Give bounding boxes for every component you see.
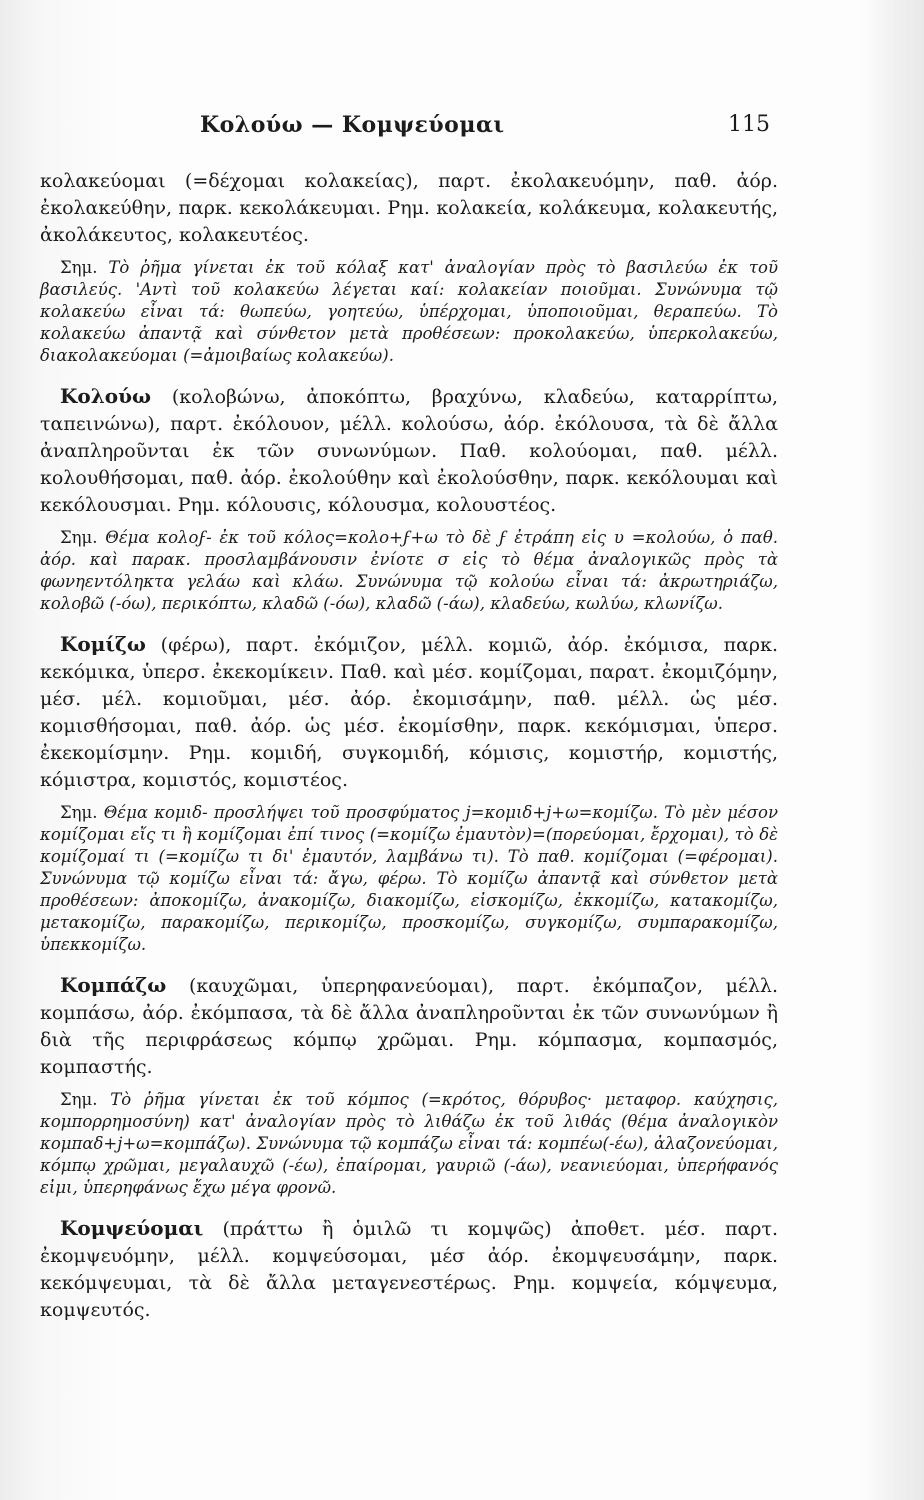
entry-body: (καυχῶμαι, ὑπερηφανεύομαι), παρτ. ἐκόμπαζον, μέλλ. κομπάσω, ἀόρ. ἐκόμπασα, τὰ δὲ ἄλλα ἀναπληροῦνται ἐκ τῶν συνωνύμων ἢ διὰ τῆς περιφράσεως κόμπῳ χρῶμαι. Ρημ. κόμπασμα, κομπασμός, κομπαστής. [40, 975, 778, 1078]
entry-body: (πράττω ἢ ὁμιλῶ τι κομψῶς) ἀποθετ. μέσ. παρτ. ἐκομψευόμην, μέλλ. κομψεύσομαι, μέσ ἀόρ. ἐκομψευσάμην, παρκ. κεκόμψευμαι, τὰ δὲ ἄλλα μεταγενεστέρως. Ρημ. κομψεία, κόμψευμα, κομψευτός. [40, 1218, 778, 1321]
entry-text [40, 383, 778, 519]
note-label: Σημ. [60, 803, 98, 822]
entry-body: κολακεύομαι (=δέχομαι κολακείας), παρτ. ἐκολακευόμην, παθ. ἀόρ. ἐκολακεύθην, παρκ. κεκολάκευμαι. Ρημ. κολακεία, κολάκευμα, κολακευτής, ἀκολάκευτος, κολακευτέος. [40, 170, 778, 246]
page-body [40, 168, 778, 1340]
page-header [200, 112, 770, 142]
running-title: Κολούω — Κομψεύομαι [200, 112, 505, 138]
note-text: Τὸ ῥῆμα γίνεται ἐκ τοῦ κόλαξ κατ' ἀναλογίαν πρὸς τὸ βασιλεύω ἐκ τοῦ βασιλεύς. 'Αντὶ τοῦ κολακεύω λέγεται καί: κολακείαν ποιοῦμαι. Συνώνυμα τῷ κολακεύω εἶναι τά: θωπεύω, γοητεύω, ὑπέρχομαι, ὑποποιοῦμαι, θεραπεύω. Τὸ κολακεύω ἀπαντᾷ καὶ σύνθετον μετὰ προθέσεων: προκολακεύω, ὑπερκολακεύω, διακολακεύομαι (=ἀμοιβαίως κολακεύω). [40, 258, 778, 365]
note-label: Σημ. [60, 528, 98, 547]
entry-note [40, 1089, 778, 1199]
entry-kompseuomai [40, 1215, 778, 1324]
entry-text [40, 631, 778, 794]
note-text: Τὸ ῥῆμα γίνεται ἐκ τοῦ κόμπος (=κρότος, θόρυβος· μεταφορ. καύχησις, κομπορρημοσύνη) κατ' ἀναλογίαν πρὸς τὸ λιθάζω ἐκ τοῦ λιθάς (θέμα ἀναλογικὸν κομπαδ+j+ω=κομπάζω). Συνώνυμα τῷ κομπάζω εἶναι τά: κομπέω(-έω), ἀλαζονεύομαι, κόμπῳ χρῶμαι, μεγαλαυχῶ (-έω), ἐπαίρομαι, γαυριῶ (-άω), νεανιεύομαι, ὑπερήφανός εἰμι, ὑπερηφάνως ἔχω μέγα φρονῶ. [40, 1090, 778, 1197]
entry-body: (φέρω), παρτ. ἐκόμιζον, μέλλ. κομιῶ, ἀόρ. ἐκόμισα, παρκ. κεκόμικα, ὑπερσ. ἐκεκομίκειν. Παθ. καὶ μέσ. κομίζομαι, παρατ. ἐκομιζόμην, μέσ. μέλ. κομιοῦμαι, μέσ. ἀόρ. ἐκομισάμην, παθ. μέλλ. ὡς μέσ. κομισθήσομαι, παθ. ἀόρ. ὡς μέσ. ἐκομίσθην, παρκ. κεκόμισμαι, ὑπερσ. ἐκεκομίσμην. Ρημ. κομιδή, συγκομιδή, κόμισις, κομιστήρ, κομιστής, κόμιστρα, κομιστός, κομιστέος. [40, 634, 778, 791]
headword: Κολούω [60, 384, 152, 408]
entry-kompazo [40, 972, 778, 1199]
entry-body: (κολοβώνω, ἀποκόπτω, βραχύνω, κλαδεύω, καταρρίπτω, ταπεινώνω), παρτ. ἐκόλουον, μέλλ. κολούσω, ἀόρ. ἐκόλουσα, τὰ δὲ ἄλλα ἀναπληροῦνται ἐκ τῶν συνωνύμων. Παθ. κολούομαι, παθ. μέλλ. κολουθήσομαι, παθ. ἀόρ. ἐκολούθην καὶ ἐκολούσθην, παρκ. κεκόλουμαι καὶ κεκόλουσμαι. Ρημ. κόλουσις, κόλουσμα, κολουστέος. [40, 386, 779, 516]
note-text: Θέμα κομιδ- προσλήψει τοῦ προσφύματος j=κομιδ+j+ω=κομίζω. Τὸ μὲν μέσον κομίζομαι εἴς τι ἢ κομίζομαι ἐπί τινος (=κομίζω ἐμαυτὸν)=(πορεύομαι, ἔρχομαι), τὸ δὲ κομίζομαί τι (=κομίζω τι δι' ἐμαυτόν, λαμβάνω τι). Τὸ παθ. κομίζομαι (=φέρομαι). Συνώνυμα τῷ κομίζω εἶναι τά: ἄγω, φέρω. Τὸ κομίζω ἀπαντᾷ καὶ σύνθετον μετὰ προθέσεων: ἀποκομίζω, ἀνακομίζω, διακομίζω, εἰσκομίζω, ἐκκομίζω, κατακομίζω, μετακομίζω, παρακομίζω, περικομίζω, προσκομίζω, συγκομίζω, συμπαρακομίζω, ὑπεκκομίζω. [40, 803, 779, 954]
headword: Κομπάζω [60, 973, 167, 997]
page-number: 115 [728, 112, 770, 137]
page-spine-shadow [864, 0, 924, 1500]
entry-text [40, 972, 778, 1081]
entry-text [40, 168, 778, 249]
headword: Κομίζω [60, 632, 146, 656]
note-text: Θέμα κολοϝ- ἐκ τοῦ κόλος=κολο+ϝ+ω τὸ δὲ ϝ ἐτράπη εἰς υ =κολούω, ὁ παθ. ἀόρ. καὶ παρακ. προσλαμβάνουσιν ἐνίοτε σ εἰς τὸ θέμα ἀναλογικῶς πρὸς τὰ φωνηεντόληκτα γελάω καὶ κλάω. Συνώνυμα τῷ κολούω εἶναι τά: ἀκρωτηριάζω, κολοβῶ (-όω), περικόπτω, κλαδῶ (-όω), κλαδῶ (-άω), κλαδεύω, κωλύω, κλωνίζω. [40, 528, 779, 613]
entry-note [40, 257, 778, 367]
note-label: Σημ. [60, 258, 98, 277]
entry-komizo [40, 631, 778, 956]
entry-note [40, 527, 778, 615]
entry-kolouo [40, 383, 778, 615]
entry-kolakeuomai [40, 168, 778, 367]
entry-note [40, 802, 778, 956]
note-label: Σημ. [60, 1090, 98, 1109]
headword: Κομψεύομαι [60, 1216, 204, 1240]
entry-text [40, 1215, 778, 1324]
